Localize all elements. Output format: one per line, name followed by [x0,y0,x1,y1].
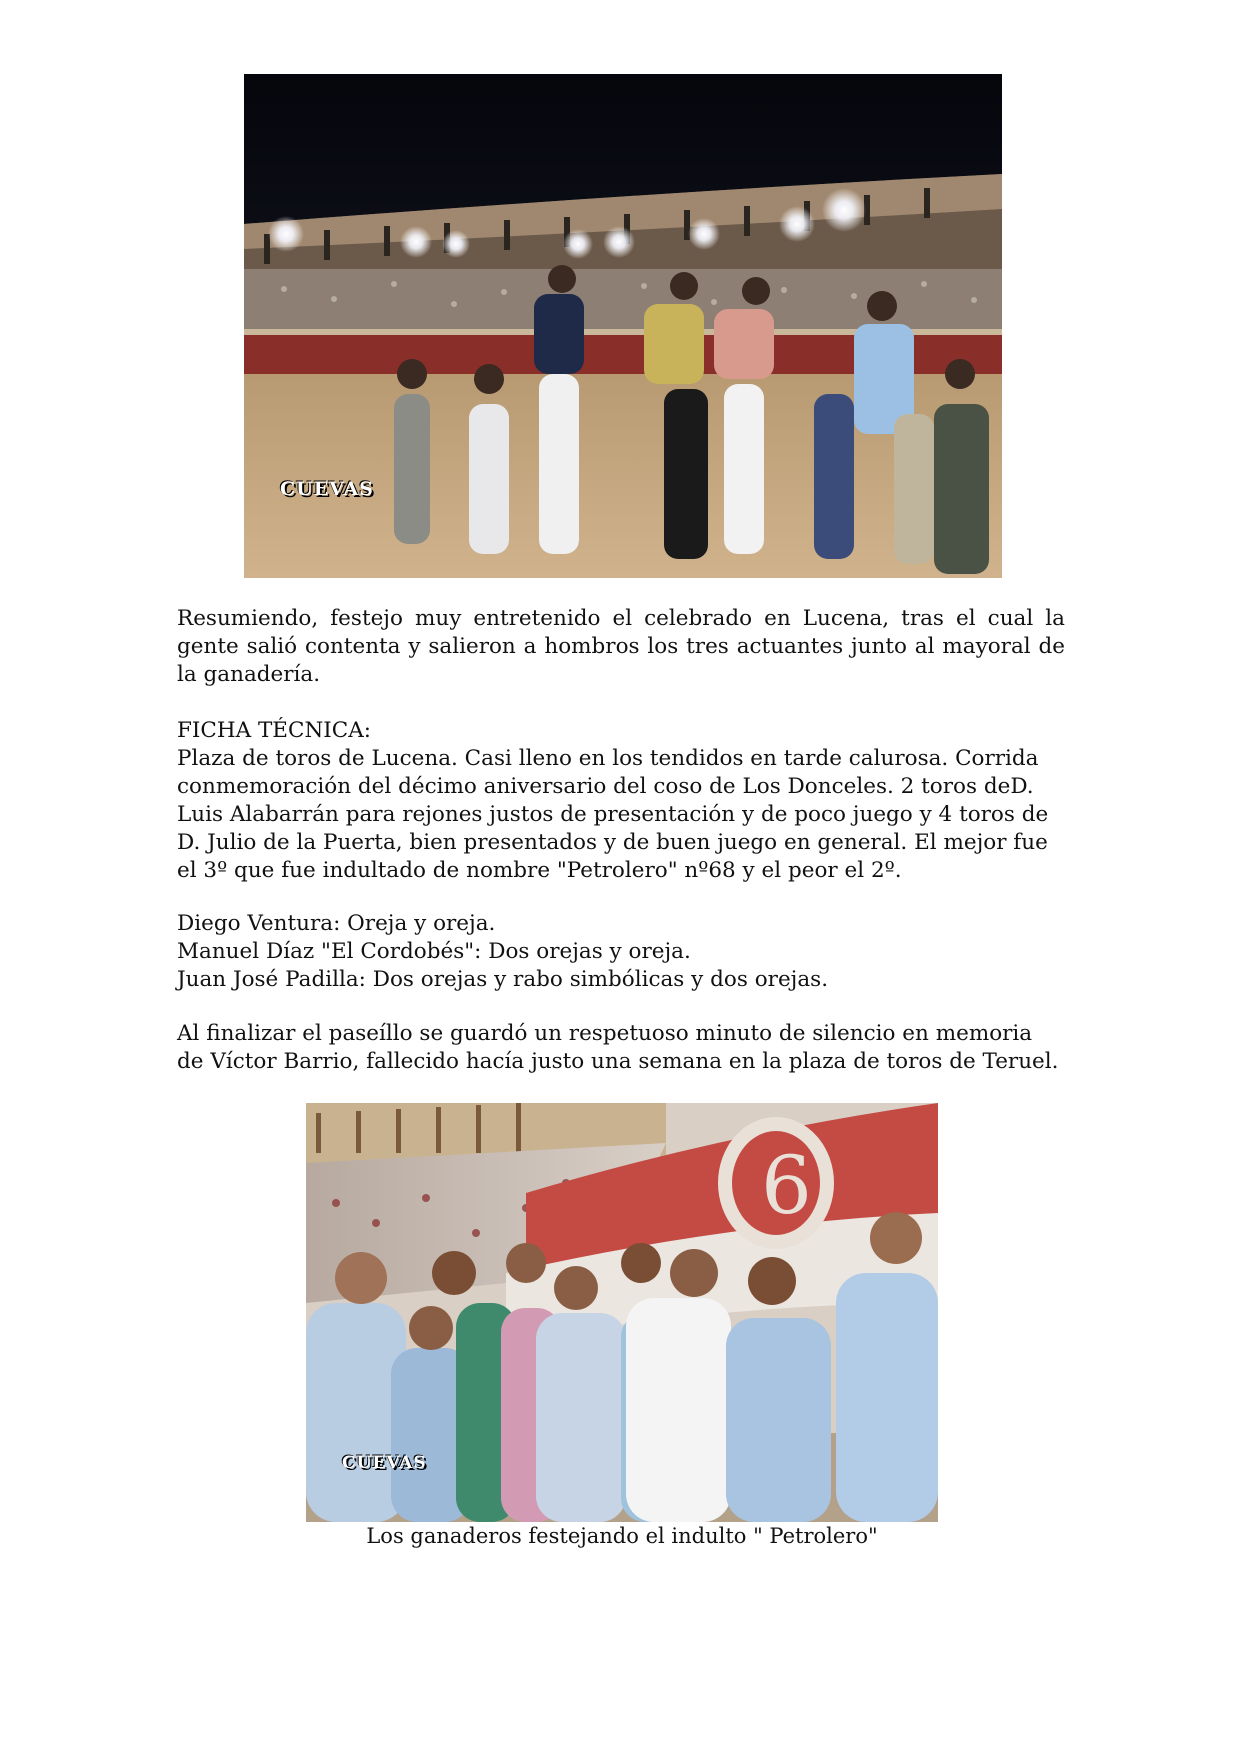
bullring-night-photo [244,74,1002,578]
photo-caption: Los ganaderos festejando el indulto " Petrolero" [366,1524,878,1548]
svg-text:6: 6 [761,1139,812,1232]
result-item: Diego Ventura: Oreja y oreja. [177,911,496,936]
result-item: Juan José Padilla: Dos orejas y rabo simbólicas y dos orejas. [177,967,829,992]
ganaderos-photo [306,1103,938,1522]
summary-paragraph: Resumiendo, festejo muy entretenido el celebrado en Lucena, tras el cual la gente salió contenta y salieron a hombros los tres actuantes junto al mayoral de la ganadería. [177,606,1065,687]
ficha-heading: FICHA TÉCNICA: [177,718,371,743]
bullring-night-image [244,74,1002,578]
watermark-cuevas: CUEVAS [342,1453,427,1473]
silence-paragraph: Al finalizar el paseíllo se guardó un respetuoso minuto de silencio en memoria de Víctor Barrio, fallecido hacía justo una semana en la plaza de toros de Teruel. [177,1021,1059,1074]
results-list [177,910,1065,994]
ficha-body: Plaza de toros de Lucena. Casi lleno en los tendidos en tarde calurosa. Corrida conmemoración del décimo aniversario del coso de Los Donceles. 2 toros deD. Luis Alabarrán para rejones justos de presentación y de poco juego y 4 toros de D. Julio de la Puerta, bien presentados y de buen juego en general. El mejor fue el 3º que fue indultado de nombre "Petrolero" nº68 y el peor el 2º. [177,746,1049,883]
watermark-cuevas: CUEVAS [280,478,374,500]
ficha-tecnica [177,717,1065,885]
result-item: Manuel Díaz "El Cordobés": Dos orejas y oreja. [177,939,691,964]
